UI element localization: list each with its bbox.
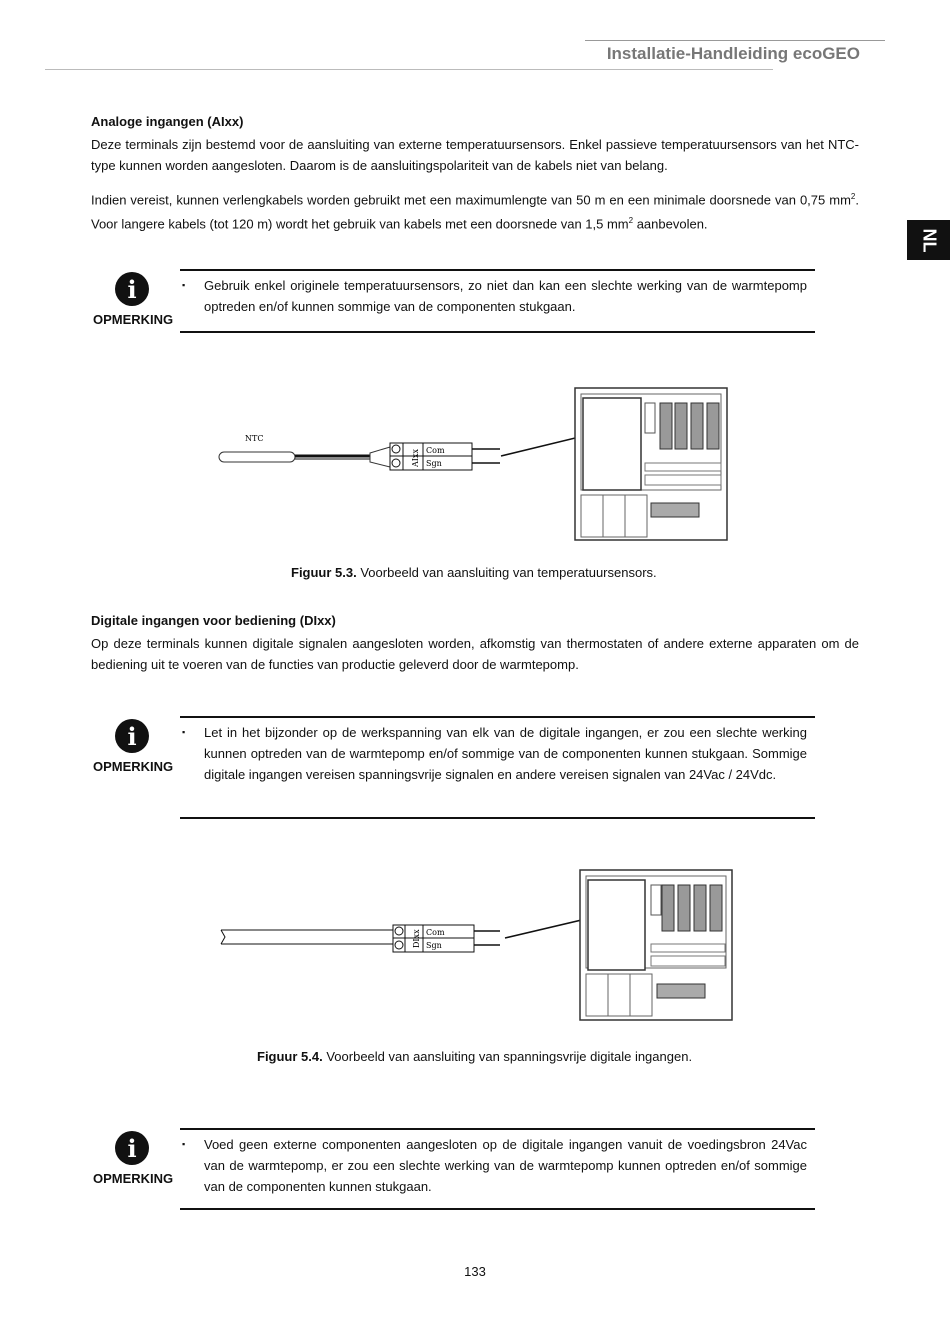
figure-ntc-wiring [215, 385, 735, 545]
controller-board [580, 870, 732, 1020]
paragraph-digital-1: Op deze terminals kunnen digitale signalen aangesloten worden, afkomstig van thermostaten of andere externe apparaten om de bediening uit te voeren van de functies van productie geleverd door de warmtepomp. [91, 636, 859, 672]
section-heading-digital: Digitale ingangen voor bediening (DIxx) [91, 613, 336, 628]
header-rule-bottom [45, 69, 773, 70]
cable-break-icon [221, 930, 225, 944]
sgn-label: Sgn [426, 941, 442, 950]
figure-caption-2 [257, 1049, 692, 1064]
paragraph-analog-2 [91, 186, 859, 235]
paragraph-analog-2c: aanbevolen. [633, 216, 708, 232]
note-label: OPMERKING [93, 759, 174, 774]
page-number: 133 [464, 1264, 486, 1279]
controller-board [575, 388, 727, 540]
figure-caption-1 [291, 565, 657, 580]
com-label: Com [426, 928, 445, 937]
info-icon: i [115, 1131, 149, 1165]
sgn-label: Sgn [426, 459, 442, 468]
caption-number: Figuur 5.3. [291, 565, 357, 580]
com-label: Com [426, 446, 445, 455]
language-tab-label: NL [919, 228, 939, 252]
note-text: Let in het bijzonder op de werkspanning van elk van de digitale ingangen, er zou een slechte werking kunnen optreden van de warmtepomp en/of sommige van de componenten kunnen stukgaan. Sommige digitale ingangen vereisen spanningsvrije signalen en andere vereisen signalen van 24Vac / 24Vdc. [204, 725, 807, 782]
bullet-icon: ▪ [182, 1139, 186, 1149]
note-label: OPMERKING [93, 1171, 174, 1186]
bullet-icon: ▪ [182, 280, 186, 290]
paragraph-analog-2a: Indien vereist, kunnen verlengkabels worden gebruikt met een maximumlengte van 50 m en een minimale doorsnede van 0,75 mm [91, 192, 851, 208]
caption-text: Voorbeeld van aansluiting van spanningsvrije digitale ingangen. [322, 1049, 693, 1064]
document-title: Installatie-Handleiding ecoGEO [606, 44, 860, 63]
info-icon: i [115, 272, 149, 306]
note-content [180, 269, 815, 333]
caption-text: Voorbeeld van aansluiting van temperatuursensors. [356, 565, 657, 580]
figure-digital-wiring [215, 868, 735, 1023]
note-box-1 [91, 269, 815, 333]
terminal-label: DIxx [412, 929, 421, 948]
note-text: Voed geen externe componenten aangesloten op de digitale ingangen vanuit de voedingsbron 24Vac van de warmtepomp, er zou een slechte werking van de warmtepomp kunnen optreden en/of sommige van de componenten kunnen stukgaan. [204, 1137, 807, 1194]
header-rule-top [585, 40, 885, 41]
terminal-label: AIxx [411, 449, 420, 467]
superscript: 2 [850, 192, 856, 201]
language-tab [907, 220, 950, 260]
note-box-3 [91, 1128, 815, 1211]
superscript: 2 [628, 216, 634, 226]
paragraph-analog-2b: . Voor langere kabels (tot 120 m) wordt het gebruik van kabels met een doorsnede van 1,5 mm [91, 192, 859, 232]
ntc-label: NTC [245, 434, 264, 443]
info-icon: i [115, 719, 149, 753]
note-label: OPMERKING [93, 312, 174, 327]
note-text: Gebruik enkel originele temperatuursensors, zo niet dan kan een slechte werking van de warmtepomp optreden en/of kunnen sommige van de componenten stukgaan. [204, 278, 807, 314]
note-content [180, 1128, 815, 1210]
note-box-2 [91, 716, 815, 820]
bullet-icon: ▪ [182, 727, 186, 737]
note-content [180, 716, 815, 819]
caption-number: Figuur 5.4. [257, 1049, 323, 1064]
cable-sleeve [370, 447, 390, 467]
paragraph-analog-1: Deze terminals zijn bestemd voor de aansluiting van externe temperatuursensors. Enkel passieve temperatuursensors van het NTC-type kunnen worden aangesloten. Daarom is de aansluitingspolariteit van de kabels niet van belang. [91, 137, 859, 173]
section-heading-analog: Analoge ingangen (AIxx) [91, 114, 244, 129]
ntc-sensor-probe [219, 452, 295, 462]
